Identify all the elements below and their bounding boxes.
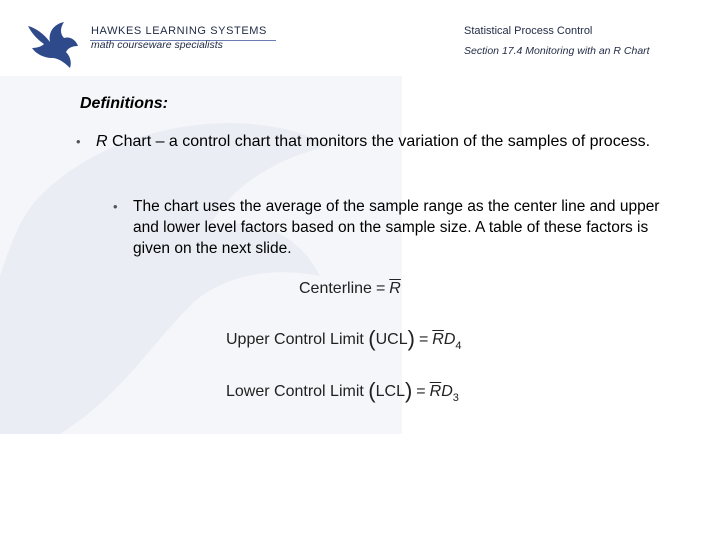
definitions-heading: Definitions:: [80, 95, 168, 112]
ucl-abbr: UCL: [375, 331, 408, 348]
lcl-label: Lower Control Limit: [226, 383, 364, 400]
lcl-formula: Lower Control Limit $(LCL) = \overline{R}D_3$: [226, 378, 459, 404]
d4-subscript: 4: [455, 340, 462, 352]
header-band: [0, 0, 720, 76]
sub-bullet: [113, 196, 673, 259]
sub-bullet-text: The chart uses the average of the sample range as the center line and upper and lower level factors based on the sample size. A table of these factors is given on the next slide.: [133, 198, 660, 257]
definition-bullet: [76, 131, 656, 153]
d-symbol: D: [441, 383, 453, 400]
course-title: Statistical Process Control: [464, 25, 593, 37]
d3-subscript: 3: [452, 392, 459, 404]
centerline-label: Centerline: [299, 280, 372, 297]
definition-text: Chart – a control chart that monitors the variation of the samples of process.: [107, 133, 651, 150]
ucl-formula: Upper Control Limit $(UCL) = \overline{R}D_4$: [226, 326, 462, 352]
d-symbol: D: [443, 331, 456, 348]
bullet-dot-icon: •: [113, 199, 118, 214]
eagle-logo-icon: [24, 18, 82, 70]
ucl-label: Upper Control Limit: [226, 331, 364, 348]
company-tagline: math courseware specialists: [91, 39, 223, 51]
company-name: HAWKES LEARNING SYSTEMS: [91, 25, 267, 37]
centerline-formula: Centerline = $\overline{R}$: [299, 280, 401, 297]
r-symbol: R: [96, 133, 108, 150]
r-bar: $\overline{R}$: [429, 383, 442, 400]
bullet-dot-icon: •: [76, 134, 81, 149]
lcl-abbr: LCL: [375, 383, 405, 400]
r-bar: $\overline{R}$: [389, 280, 401, 297]
section-title: Section 17.4 Monitoring with an R Chart: [464, 45, 650, 57]
r-bar: $\overline{R}$: [432, 331, 444, 348]
